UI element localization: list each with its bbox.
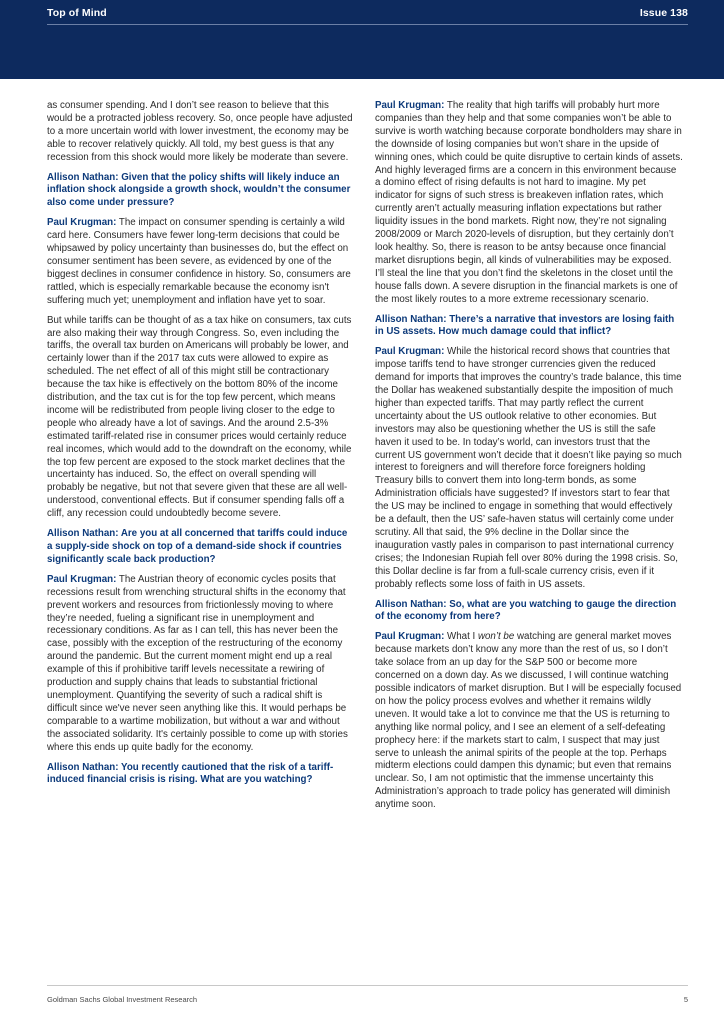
- interviewee-answer: [375, 346, 683, 591]
- emphasized-text: won’t be: [477, 631, 515, 643]
- interviewer-question: Allison Nathan: There’s a narrative that investors are losing faith in US assets. How much damage could that inflict?: [375, 313, 675, 338]
- publication-title: Top of Mind: [47, 7, 107, 19]
- left-column: [47, 100, 355, 794]
- answer-text: watching are general market moves because markets don’t know any more than the rest of us, so I don’t take solace from an up day for the S&P 500 or become more concerned on a down day. As we discussed, I will continue watching possible indicators of market disruption. But I will be especially focused on how the policy process evolves and whether it remains wildly uneven. It would take a lot to convince me that the US is returning to anything like normal policy, and I see an element of a self-defeating prophecy here: if the markets start to calm, I suspect that may just serve to unleash the animal spirits of the people at the top. Perhaps midterm elections could dampen this dynamic; but even that remains unclear. So, I am not optimistic that the immense uncertainty this Administration’s approach to trade policy has generated will diminish anytime soon.: [375, 631, 682, 811]
- interviewer-question: Allison Nathan: You recently cautioned that the risk of a tariff-induced financial crisis is rising. What are you watching?: [47, 761, 334, 786]
- page-footer: [47, 985, 688, 1004]
- page-number: 5: [683, 995, 688, 1004]
- header-divider: [47, 24, 688, 25]
- paragraph: But while tariffs can be thought of as a tax hike on consumers, tax cuts are also making their way through Congress. So, even including the tariffs, the overall tax burden on Americans will probably be lower, and certainly lower than if the 2017 tax cuts were allowed to expire as scheduled. The net effect of all of this might still be contractionary because the tax hike is effectively on the bottom 80% of the income distribution, and the tax cut is for the top few percent, which means income will be redistributed from people living closer to the edge to people who already have a lot of savings. And the around 2.5-3% estimated tariff-related rise in consumer prices would certainly reduce real incomes, which would add to the downdraft on the economy, while the top few percent are exposed to the stock market declines that the uncertainty has induced. So, the effect on overall spending will probably be negative, but not that severe given that these are all well-understood, conventional effects. But if consumer spending falls off a cliff, any recession could undoubtedly become severe.: [47, 314, 352, 520]
- interviewee-answer: [47, 217, 355, 307]
- interviewee-answer: [375, 631, 683, 812]
- interviewer-question: Allison Nathan: Given that the policy shifts will likely induce an inflation shock alongside a growth shock, wouldn’t the consumer also come under pressure?: [47, 171, 351, 209]
- interviewer-question: Allison Nathan: So, what are you watching to gauge the direction of the economy from here?: [375, 598, 677, 623]
- answer-text: What I: [444, 631, 478, 643]
- answer-text: While the historical record shows that countries that impose tariffs tend to have stronger currencies given the reduced demand for imports that improves the country’s trade balance, this time the Dollar has weakened substantially despite the imposition of much higher than expected tariffs. That may partly reflect the current uncertainty about the US outlook relative to other economies. But investors may also be questioning whether the US is still the safe haven it used to be. In today’s world, can investors trust that the current US government won’t decide that it doesn’t like paying so much interest to foreigners and will therefore force foreigners holding Treasury bills to convert them into long-term bonds, as some Administration officials have suggested? If investors start to fear that the US may be inclined to engage in something that would effectively be a default, then the US’ safe-haven status will certainly come under scrutiny. All that said, the 9% decline in the Dollar since the inauguration vastly pales in comparison to past international currency crises; the Indonesian Rupiah fell over 80% during the 1998 crisis. So, this Dollar decline is far from a full-scale currency crisis, even if it probably reflects some loss of faith in US assets.: [375, 346, 682, 590]
- speaker-label: Paul Krugman:: [47, 217, 117, 229]
- speaker-label: Paul Krugman:: [375, 631, 445, 643]
- speaker-label: Paul Krugman:: [375, 100, 445, 111]
- answer-text: The reality that high tariffs will probably hurt more companies than they help and that some companies won’t be able to survive is worth watching because corporate bondholders may share in the downside of losing companies but won’t share in the upside of winning ones, which could be quite disruptive to certain kinds of assets. And highly leveraged firms are a concern in this environment because a domino effect of rising defaults is not hard to imagine. My pet indicator for signs of such stress is breakeven inflation rates, which currently aren’t actually measuring inflation expectations but rather liquidity issues in the bond markets. Right now, they’re not signaling 2008/2009 or March 2020-levels of disruption, but they certainly don’t look healthy. So, there is reason to be antsy because once financial market disruptions begin, all kinds of vulnerabilities may be exposed. I’ll steal the line that you don’t find the skeletons in the closet until the house falls down. A severe disruption in the financial markets is one of the most likely routes to a more extreme recessionary scenario.: [375, 100, 683, 305]
- issue-number: Issue 138: [639, 7, 688, 19]
- interviewer-question: Allison Nathan: Are you at all concerned that tariffs could induce a supply-side shock on top of a demand-side shock if countries significantly scale back production?: [47, 528, 348, 565]
- paragraph: as consumer spending. And I don’t see reason to believe that this would be a protracted jobless recovery. So, once people have adjusted to a more uncertain world with lower investment, the economy may be able to recover relatively quickly. All told, my best guess is that any recession from this shock would more likely be moderate than severe.: [47, 100, 353, 163]
- right-column: [375, 100, 683, 819]
- speaker-label: Paul Krugman:: [375, 346, 445, 358]
- footer-source: Goldman Sachs Global Investment Research: [47, 995, 198, 1004]
- speaker-label: Paul Krugman:: [47, 573, 117, 585]
- interviewee-answer: [375, 100, 683, 307]
- answer-text: The Austrian theory of economic cycles posits that recessions result from wrenching structural shifts in the economy that prevent workers and resources from frictionlessly moving to where they’re needed, fueling a significant rise in unemployment and recessionary conditions. As far as I can tell, this has never been the case, possibly with the exception of the restructuring of the economy around the pandemic. But the current moment might end up a real example of this if prohibitive tariff levels necessitate a rewiring of production and supply chains that leads to substantial frictional unemployment. Quantifying the severity of such a radical shift is difficult since we've never seen anything like this. It would perhaps be comparable to a wartime mobilization, but without a war and without the associated solidarity. It's certainly possible to come up with stories where this ends up quite badly for the economy.: [47, 573, 348, 753]
- interviewee-answer: [47, 574, 355, 755]
- header-banner: [0, 0, 724, 79]
- answer-text: The impact on consumer spending is certainly a wild card here. Consumers have fewer long-term decisions that could be whipsawed by policy uncertainty than businesses do, but the effect on consumer sentiment has been severe, as evidenced by one of the biggest declines in consumer confidence in history. So, consumers are rattled, which is especially remarkable because the economy isn't suffering much yet; unemployment and inflation have yet to soar.: [47, 217, 351, 306]
